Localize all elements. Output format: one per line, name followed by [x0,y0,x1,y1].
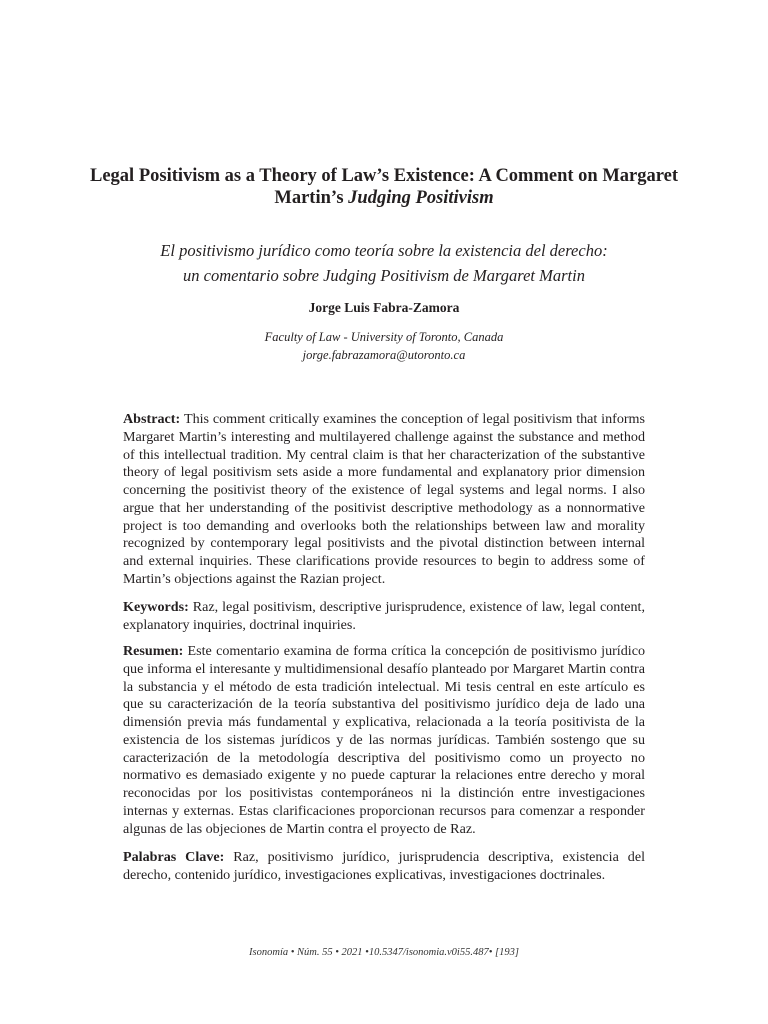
author-email: jorge.fabrazamora@utoronto.ca [302,348,466,362]
page-footer: Isonomía • Núm. 55 • 2021 •10.5347/isonomia.v0i55.487• [193] [249,947,519,958]
abstract-text: This comment critically examines the conception of legal positivism that informs Margaret Martin’s interesting and multilayered challenge against the substance and method of this intellectual tradition. My central claim is that her characterization of the substantive theory of legal positivism sets aside a more fundamental and explanatory prior dimension concerning the positivist theory of the existence of legal systems and legal norms. I also argue that her understanding of the positivist descriptive methodology as a nonnormative project is too demanding and overlooks both the relationships between law and morality recognized by contemporary legal positivists and the pivotal distinction between internal and external inquiries. These clarifications provide resources to begin to address some of Martin’s objections against the Razian project. [123,411,646,587]
spanish-title-line-2: un comentario sobre Judging Positivism de Margaret Martin [183,266,585,285]
paper-title [60,165,708,209]
spanish-title-line-1: El positivismo jurídico como teoría sobre la existencia del derecho: [160,241,608,260]
spanish-title [60,238,708,288]
abstract-section [123,411,645,589]
palabras-clave-label: Palabras Clave: [123,849,234,865]
title-line-2-italic: Judging Positivism [348,188,494,208]
author-affiliation [60,328,708,364]
institution: Faculty of Law - University of Toronto, Canada [264,330,504,344]
palabras-clave-text: Raz, positivismo jurídico, jurisprudencia descriptiva, existencia del derecho, contenido jurídico, investigaciones explicativas, investigaciones doctrinales. [123,849,645,883]
abstract-label: Abstract: [123,411,184,427]
keywords-section [123,599,645,635]
title-line-2-prefix: Martin’s [274,188,349,208]
resumen-label: Resumen: [123,643,188,659]
resumen-text: Este comentario examina de forma crítica la concepción de positivismo jurídico que informa el interesante y multidimensional desafío planteado por Margaret Martin contra la substancia y el método de esta tradición intelectual. Mi tesis central en este artículo es que su caracterización de la teoría substantiva del positivismo jurídico deja de lado una dimensión previa más fundamental y explicativa, relacionada a la teoría positivista de la existencia de los sistemas jurídicos y de las normas jurídicas. También sostengo que su caracterización de la metodología descriptiva del positivismo como un proyecto no normativo es demasiado exigente y no puede capturar la relaciones entre derecho y moral reconocidas por los positivistas contemporáneos ni la distinción entre investigaciones internas y externas. Estas clarificaciones proporcionan recursos para comenzar a responder algunas de las objeciones de Martin contra el proyecto de Raz. [123,643,645,837]
palabras-clave-section [123,849,645,885]
title-line-1: Legal Positivism as a Theory of Law’s Existence: A Comment on Margaret [90,166,678,186]
title-line-2 [60,187,708,209]
keywords-label: Keywords: [123,599,193,615]
keywords-text: Raz, legal positivism, descriptive jurisprudence, existence of law, legal content, explanatory inquiries, doctrinal inquiries. [123,599,645,633]
author-name: Jorge Luis Fabra-Zamora [308,300,460,315]
resumen-section [123,643,645,838]
